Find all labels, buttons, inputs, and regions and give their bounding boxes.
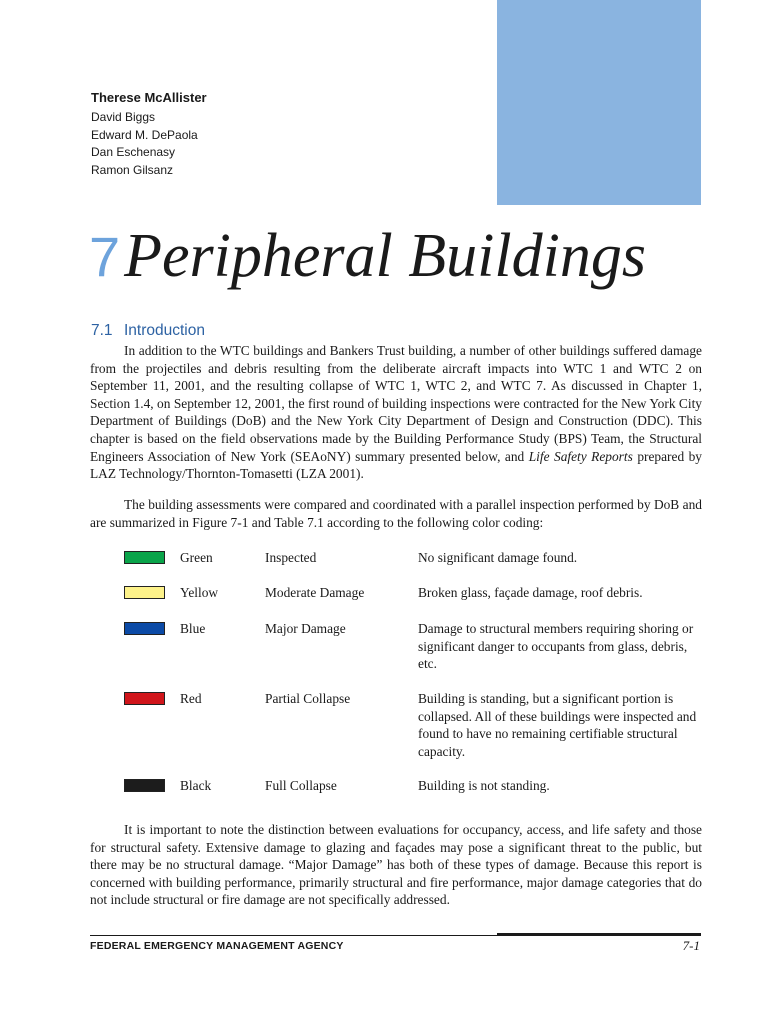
color-swatch (124, 622, 165, 635)
color-swatch (124, 586, 165, 599)
footer-agency: FEDERAL EMERGENCY MANAGEMENT AGENCY (90, 940, 344, 952)
color-name: Green (180, 550, 213, 565)
intro-text: In addition to the WTC buildings and Bankers Trust building, a number of other buildings suffered damage from the projectiles and debris resulting from the deliberate aircraft impacts into WTC 1 and WTC 2 on September 11, 2001, and the resulting collapse of WTC 1, WTC 2, and WTC 7. As discussed in Chapter 1, Section 1.4, on September 12, 2001, the first round of building inspections were contracted for the New York City Department of Buildings (DoB) and the New York City Department of Design and Construction (DDC). This chapter is based on the field observations made by the Building Performance Study (BPS) Team, the Structural Engineers Association of New York (SEAoNY) summary presented below, and (90, 343, 702, 464)
section-number: 7.1 (91, 322, 113, 339)
damage-status: Major Damage (265, 621, 346, 636)
lead-author: Therese McAllister (91, 90, 207, 105)
chapter-title: Peripheral Buildings (124, 222, 646, 290)
legend-row-red (124, 690, 704, 777)
damage-status: Full Collapse (265, 778, 337, 793)
coauthor: Ramon Gilsanz (91, 162, 174, 177)
legend-row-black (124, 777, 704, 797)
color-name: Blue (180, 621, 206, 636)
author-list (91, 89, 207, 179)
distinction-paragraph (90, 821, 702, 909)
page-number: 7-1 (682, 938, 700, 953)
color-swatch (124, 779, 165, 792)
color-name: Red (180, 691, 202, 706)
coauthor: Edward M. DePaola (91, 127, 198, 142)
legend-row-green (124, 549, 704, 584)
coauthor: Dan Eschenasy (91, 145, 176, 159)
damage-description: Building is not standing. (418, 778, 550, 793)
legend-row-blue (124, 620, 704, 690)
damage-status: Inspected (265, 550, 317, 565)
section-title: Introduction (124, 322, 205, 339)
damage-description: No significant damage found. (418, 550, 578, 565)
chapter-heading (89, 218, 646, 295)
color-coding-legend (124, 549, 704, 797)
damage-description: Building is standing, but a significant portion is collapsed. All of these buildings were inspected and found to have no remaining certifiable structural capacity. (418, 691, 697, 759)
intro-text-end: prepared by LAZ Technology/Thornton-Tomasetti (LZA 2001). (90, 448, 702, 482)
damage-description: Broken glass, façade damage, roof debris. (418, 585, 643, 600)
chapter-number: 7 (89, 225, 121, 288)
legend-row-yellow (124, 584, 704, 620)
footer-rule (90, 935, 500, 936)
damage-status: Moderate Damage (265, 585, 365, 600)
color-name: Yellow (180, 585, 219, 600)
color-swatch (124, 692, 165, 705)
damage-status: Partial Collapse (265, 691, 351, 706)
distinction-text: It is important to note the distinction between evaluations for occupancy, access, and life safety and those for structural safety. Extensive damage to glazing and façades may pose a significant threat to the public, but there may be no structural damage. “Major Damage” has both of these types of damage. Because this report is concerned with building performance, primarily structural and fire performance, major damage categories that do not include structural or fire damage are not specifically addressed. (90, 822, 702, 908)
color-swatch (124, 551, 165, 564)
damage-description: Damage to structural members requiring shoring or significant danger to occupants from glass, debris, etc. (418, 621, 694, 672)
color-name: Black (180, 778, 212, 793)
footer-rule-accent (497, 933, 701, 936)
assessment-paragraph (90, 496, 702, 531)
report-title: Life Safety Reports (528, 448, 633, 464)
assessment-text: The building assessments were compared and coordinated with a parallel inspection performed by DoB and are summarized in Figure 7-1 and Table 7.1 according to the following color coding: (90, 497, 702, 530)
corner-color-block (497, 0, 701, 205)
section-heading (91, 322, 205, 340)
intro-paragraph (90, 342, 702, 483)
coauthor: David Biggs (91, 110, 156, 124)
